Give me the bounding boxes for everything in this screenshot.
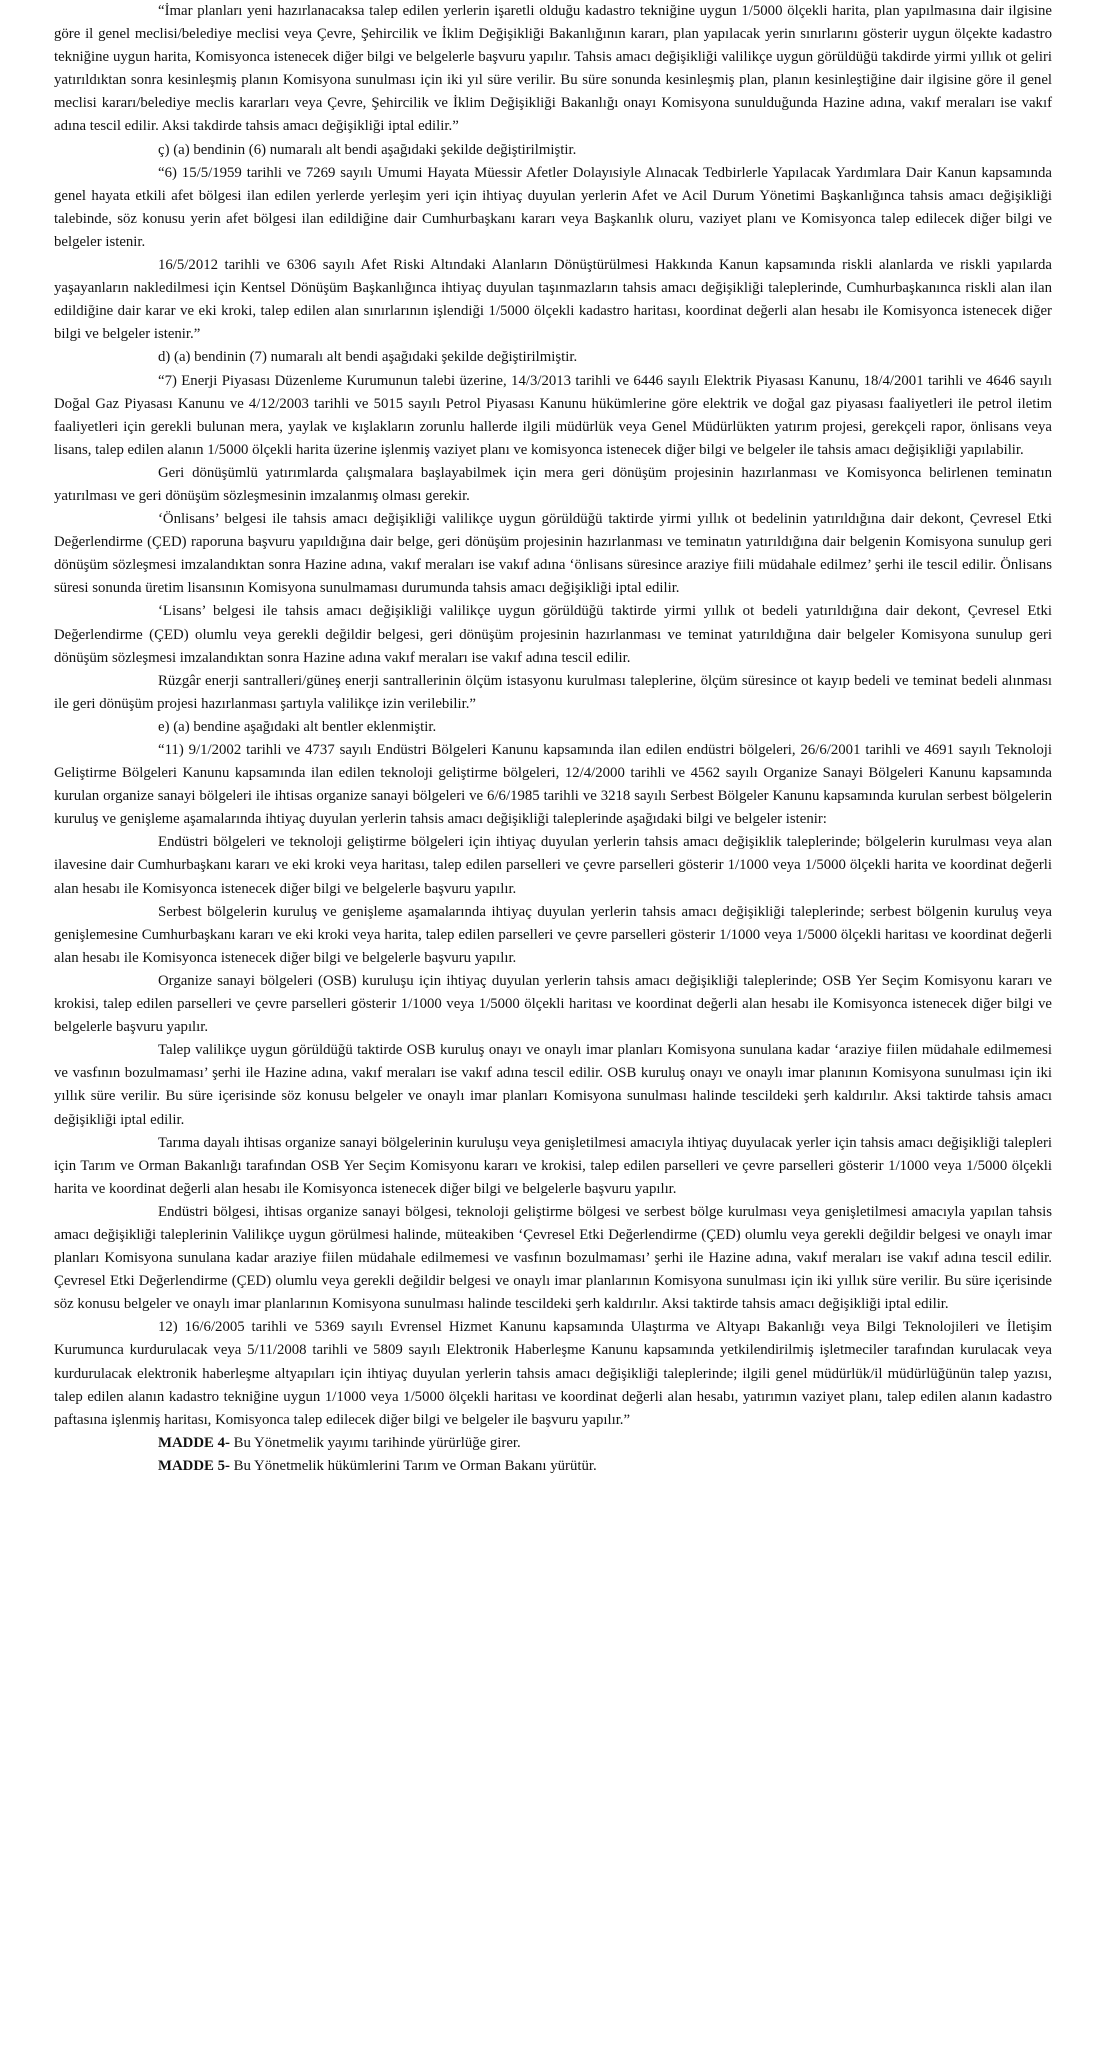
paragraph-tarima-dayali: Tarıma dayalı ihtisas organize sanayi bölgelerinin kuruluşu veya genişletilmesi amacıyla ihtiyaç duyulacak yerler için tahsis amacı değişikliği talepleri için Tarım ve Orman Bakanlığı tarafından OSB Yer Seçim Komisyonu kararı ve krokisi, talep edilen parselleri ve çevre parselleri gösterir 1/1000 veya 1/5000 ölçekli harita ve koordinat değerli alan hesabı ile Komisyonca istenecek diğer bilgi ve belgelerle başvuru yapılır.: [54, 1134, 1052, 1197]
paragraph-ruzgar: Rüzgâr enerji santralleri/güneş enerji santrallerinin ölçüm istasyonu kurulması taleplerine, ölçüm süresince ot kayıp bedeli ve teminat bedeli alınması ile geri dönüşüm projesi hazırlanması şartıyla valilikçe izin verilebilir.”: [54, 672, 1052, 712]
paragraph-6-afet: “6) 15/5/1959 tarihli ve 7269 sayılı Umumi Hayata Müessir Afetler Dolayısiyle Alınacak Tedbirlerle Yapılacak Yardımlara Dair Kanun kapsamında genel hayata etkili afet bölgesi ilan edilen yerlerde yerleşim yeri için ihtiyaç duyulan yerlerin Afet ve Acil Durum Yönetimi Başkanlığınca tahsis amacı değişikliği talebinde, söz konusu yerin afet bölgesi ilan edildiğine dair Cumhurbaşkanı kararı veya Başkanlık oluru, vaziyet planı ve Komisyonca talep edilecek diğer bilgi ve belgeler istenir.: [54, 164, 1052, 250]
paragraph-geri-donusum: Geri dönüşümlü yatırımlarda çalışmalara başlayabilmek için mera geri dönüşüm projesinin hazırlanması ve Komisyonca belirlenen teminatın yatırılması ve geri dönüşüm sözleşmesinin imzalanmış olması gerekir.: [54, 464, 1052, 504]
madde-5-text: Bu Yönetmelik hükümlerini Tarım ve Orman Bakanı yürütür.: [229, 1457, 597, 1474]
paragraph-serbest: Serbest bölgelerin kuruluş ve genişleme aşamalarında ihtiyaç duyulan yerlerin tahsis amacı değişikliği taleplerinde; serbest bölgenin kuruluş veya genişlemesine Cumhurbaşkanı kararı ve eki kroki veya harita, talep edilen parselleri ve çevre parselleri gösterir 1/1000 veya 1/5000 ölçekli haritası ve koordinat değerli alan hesabı ile Komisyonca istenecek diğer bilgi ve belgelerle başvuru yapılır.: [54, 903, 1052, 966]
madde-4-text: Bu Yönetmelik yayımı tarihinde yürürlüğe girer.: [229, 1434, 521, 1451]
paragraph-onlisans: ‘Önlisans’ belgesi ile tahsis amacı değişikliği valilikçe uygun görüldüğü taktirde yirmi yıllık ot bedelinin yatırıldığına dair dekont, Çevresel Etki Değerlendirme (ÇED) raporuna başvuru yapıldığına dair belge, geri dönüşüm projesinin hazırlanması ve teminatın yatırıldığına dair belgenin Komisyona sunulup geri dönüşüm sözleşmesi imzalandıktan sonra Hazine adına, vakıf meraları ise vakıf adına ‘önlisans süresince araziye fiili müdahale edilmez’ şerhi ile tescil edilir. Önlisans süresi sonunda üretim lisansının Komisyona sunulmaması durumunda tahsis amacı değişikliği iptal edilir.: [54, 511, 1052, 597]
paragraph-11-bolgeler: “11) 9/1/2002 tarihli ve 4737 sayılı Endüstri Bölgeleri Kanunu kapsamında ilan edilen endüstri bölgeleri, 26/6/2001 tarihli ve 4691 sayılı Teknoloji Geliştirme Bölgeleri Kanunu kapsamında ilan edilen teknoloji geliştirme bölgeleri, 12/4/2000 tarihli ve 4562 sayılı Organize Sanayi Bölgeleri Kanunu kapsamında kurulan organize sanayi bölgeleri ile ihtisas organize sanayi bölgeleri ve 6/6/1985 tarihli ve 3218 sayılı Serbest Bölgeler Kanunu kapsamında kurulan serbest bölgelerin kuruluş ve genişleme aşamalarında ihtiyaç duyulan yerlerin tahsis amacı değişikliği taleplerinde aşağıdaki bilgi ve belgeler istenir:: [54, 742, 1052, 828]
paragraph-d-heading: d) (a) bendinin (7) numaralı alt bendi aşağıdaki şekilde değiştirilmiştir.: [158, 349, 578, 366]
paragraph-talep-valilik: Talep valilikçe uygun görüldüğü taktirde OSB kuruluş onayı ve onaylı imar planları Komisyona sunulana kadar ‘araziye fiilen müdahale edilmemesi ve vasfının bozulmaması’ şerhi ile Hazine adına, vakıf meraları ise vakıf adına tescil edilir. OSB kuruluş onayı ve onaylı imar planının Komisyona sunulması için iki yıllık süre verilir. Bu süre içerisinde söz konusu belgeler ve onaylı imar planları Komisyona sunulması halinde tescildeki şerh kaldırılır. Aksi taktirde tahsis amacı değişikliği iptal edilir.: [54, 1042, 1052, 1128]
paragraph-12-evrensel: 12) 16/6/2005 tarihli ve 5369 sayılı Evrensel Hizmet Kanunu kapsamında Ulaştırma ve Altyapı Bakanlığı veya Bilgi Teknolojileri ve İletişim Kurumunca kurdurulacak veya 5/11/2008 tarihli ve 5809 sayılı Elektronik Haberleşme Kanunu kapsamında yetkilendirilmiş işletmeciler tarafından kurulacak veya kurdurulacak elektronik haberleşme altyapıları için ihtiyaç duyulan yerlerin tahsis amacı değişikliği taleplerinde; ilgili genel müdürlük/il müdürlüğünün talep yazısı, talep edilen alanın kadastro tekniğine uygun 1/1000 veya 1/5000 ölçekli haritası ve koordinat değerli alan hesabı, yatırımın vaziyet planı, talep edilen alanın kadastro paftasına işlenmiş haritası, Komisyonca talep edilecek diğer bilgi ve belgeler ile başvuru yapılır.”: [54, 1319, 1052, 1428]
madde-5: [54, 1455, 1052, 1478]
paragraph-e-heading: e) (a) bendine aşağıdaki alt bentler eklenmiştir.: [158, 718, 437, 735]
madde-4-label: MADDE 4-: [158, 1434, 230, 1451]
paragraph-endustri-ihtisas: Endüstri bölgesi, ihtisas organize sanayi bölgesi, teknoloji geliştirme bölgesi ve serbest bölge kurulması veya genişletilmesi amacıyla yapılan tahsis amacı değişikliği taleplerinin Valilikçe uygun görülmesi halinde, müteakiben ‘Çevresel Etki Değerlendirme (ÇED) olumlu veya gerekli değildir belgesi ve onaylı imar planları Komisyona sunulana kadar araziye fiilen müdahale edilmemesi ve vasfının bozulmaması’ şerhi ile Hazine adına, vakıf meraları ise vakıf adına tescil edilir. Çevresel Etki Değerlendirme (ÇED) olumlu veya gerekli değildir belgesi ve onaylı imar planlarının Komisyona sunulması için iki yıllık süre verilir. Bu süre içerisinde söz konusu belgeler ve onaylı imar planlarının Komisyona sunulması halinde tescildeki şerh kaldırılır. Aksi taktirde tahsis amacı değişikliği iptal edilir.: [54, 1203, 1052, 1313]
paragraph-6306: 16/5/2012 tarihli ve 6306 sayılı Afet Riski Altındaki Alanların Dönüştürülmesi Hakkında Kanun kapsamında riskli alanlarda ve riskli yapılarda yaşayanların nakledilmesi için Kentsel Dönüşüm Başkanlığınca ihtiyaç duyulan taşınmazların tahsis amacı değişikliği taleplerinde, Cumhurbaşkanınca riskli alan ilan edildiğine dair karar ve eki kroki, talep edilen alan sınırlarının işlendiği 1/5000 ölçekli kadastro haritası, koordinat değerli alan hesabı ile Komisyonca istenecek diğer bilgi ve belgeler istenir.”: [54, 257, 1052, 343]
paragraph-c-heading: ç) (a) bendinin (6) numaralı alt bendi aşağıdaki şekilde değiştirilmiştir.: [158, 141, 577, 158]
paragraph-osb: Organize sanayi bölgeleri (OSB) kuruluşu için ihtiyaç duyulan yerlerin tahsis amacı değişikliği taleplerinde; OSB Yer Seçim Komisyonu kararı ve krokisi, talep edilen parselleri ve çevre parselleri gösterir 1/1000 veya 1/5000 ölçekli haritası ve koordinat değerli alan hesabı ile Komisyonca istenecek diğer bilgi ve belgelerle başvuru yapılır.: [54, 972, 1052, 1036]
paragraph-imar-plan: “İmar planları yeni hazırlanacaksa talep edilen yerlerin işaretli olduğu kadastro tekniğine uygun 1/5000 ölçekli harita, plan yapılmasına dair ilgisine göre il genel meclisi/belediye meclisi veya Çevre, Şehircilik ve İklim Değişikliği Bakanlığının kararı, plan yapılacak yerin sınırlarını gösterir uygun ölçekte kadastro tekniğine uygun harita, Komisyonca istenecek diğer bilgi ve belgelerle başvuru yapılır. Tahsis amacı değişikliği valilikçe uygun görüldüğü takdirde yirmi yıllık ot geliri yatırıldıktan sonra kesinleşmiş planın Komisyona sunulması için iki yıl süre verilir. Bu süre sonunda kesinleşmiş plan, planın kesinleştiğine dair ilgisine göre il genel meclisi kararı/belediye meclis kararları veya Çevre, Şehircilik ve İklim Değişikliği Bakanlığı onayı Komisyona sunulduğunda Hazine adına, vakıf meraları ise vakıf adına tescil edilir. Aksi takdirde tahsis amacı değişikliği iptal edilir.”: [54, 3, 1052, 135]
paragraph-7-enerji: “7) Enerji Piyasası Düzenleme Kurumunun talebi üzerine, 14/3/2013 tarihli ve 6446 sayılı Elektrik Piyasası Kanunu, 18/4/2001 tarihli ve 4646 sayılı Doğal Gaz Piyasası Kanunu ve 4/12/2003 tarihli ve 5015 sayılı Petrol Piyasası Kanunu hükümlerine göre elektrik ve doğal gaz piyasası faaliyetleri ile petrol iletim faaliyetleri için gerekli bulunan mera, yaylak ve kışlakların zorunlu hallerde ilgili müdürlük veya Genel Müdürlükten yatırım projesi, gerekçeli rapor, önlisans veya lisans, talep edilen alanın 1/5000 ölçekli harita üzerine işlenmiş vaziyet planı ve komisyonca istenecek diğer bilgi ve belgeler ile tahsis amacı değişikliği yapılabilir.: [54, 372, 1052, 458]
madde-5-label: MADDE 5-: [158, 1457, 230, 1474]
madde-4: [54, 1432, 1052, 1455]
paragraph-lisans: ‘Lisans’ belgesi ile tahsis amacı değişikliği valilikçe uygun görüldüğü taktirde yirmi yıllık ot bedeli yatırıldığına dair dekont, Çevresel Etki Değerlendirme (ÇED) olumlu veya gerekli değildir belgesi, geri dönüşüm projesinin hazırlanması ve teminat yatırıldığına dair belgeler Komisyona sunulup geri dönüşüm sözleşmesi imzalandıktan sonra Hazine adına vakıf meraları ise vakıf adına tescil edilir.: [54, 603, 1052, 666]
paragraph-endustri: Endüstri bölgeleri ve teknoloji geliştirme bölgeleri için ihtiyaç duyulan yerlerin tahsis amacı değişiklik taleplerinde; bölgelerin kurulması veya alan ilavesine dair Cumhurbaşkanı kararı ve eki kroki veya haritası, talep edilen parselleri ve çevre parselleri gösterir 1/1000 veya 1/5000 ölçekli harita ve koordinat değerli alan hesabı ile Komisyonca istenecek diğer bilgi ve belgelerle başvuru yapılır.: [54, 834, 1052, 897]
